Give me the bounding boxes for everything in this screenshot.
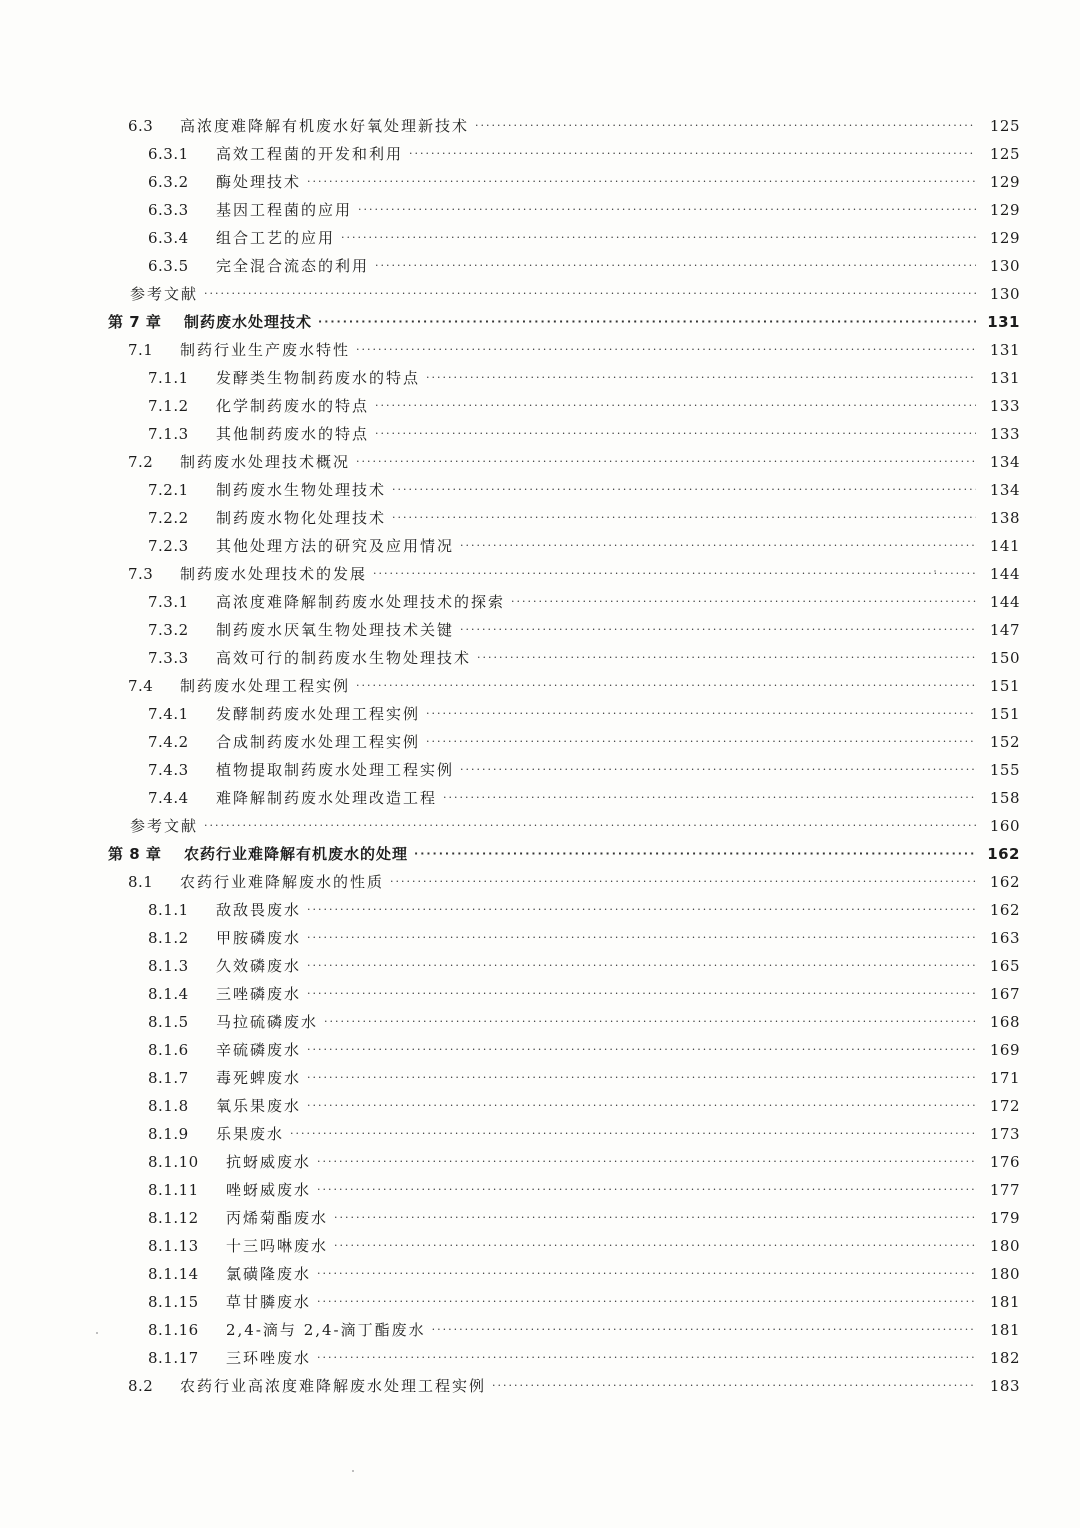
toc-entry-row bbox=[108, 1036, 1020, 1064]
toc-entry-title: 高效工程菌的开发和利用 bbox=[216, 145, 404, 163]
toc-entry-title: 氯磺隆废水 bbox=[226, 1265, 312, 1283]
toc-entry-row bbox=[108, 1316, 1020, 1344]
toc-leader-dots bbox=[475, 112, 976, 140]
toc-page-number: 129 bbox=[989, 201, 1020, 219]
toc-page-number: 130 bbox=[989, 257, 1020, 275]
toc-entry-number: 8.1.14 bbox=[148, 1265, 199, 1283]
toc-leader-dots bbox=[334, 1232, 976, 1260]
toc-entry-row bbox=[108, 784, 1020, 812]
toc-entry-title: 制药废水物化处理技术 bbox=[216, 509, 387, 527]
toc-page-number: 167 bbox=[989, 985, 1020, 1003]
toc-page-number: 183 bbox=[989, 1377, 1020, 1395]
toc-entry-title: 酶处理技术 bbox=[216, 173, 302, 191]
toc-entry-row bbox=[108, 616, 1020, 644]
toc-leader-dots bbox=[307, 168, 976, 196]
toc-leader-dots bbox=[375, 392, 976, 420]
toc-entry-row bbox=[108, 924, 1020, 952]
toc-page-number: 177 bbox=[989, 1181, 1020, 1199]
table-of-contents bbox=[108, 112, 1020, 1400]
toc-page-number: 144 bbox=[989, 565, 1020, 583]
toc-entry-row bbox=[108, 1120, 1020, 1148]
toc-entry-row bbox=[108, 868, 1020, 896]
toc-page-number: 168 bbox=[989, 1013, 1020, 1031]
toc-entry-title: 氧乐果废水 bbox=[216, 1097, 302, 1115]
toc-entry-title: 发酵制药废水处理工程实例 bbox=[216, 705, 421, 723]
toc-entry-row bbox=[108, 112, 1020, 140]
toc-entry-row bbox=[108, 644, 1020, 672]
toc-entry-number: 7.4.2 bbox=[148, 733, 189, 751]
toc-entry-number: 8.1.15 bbox=[148, 1293, 199, 1311]
toc-entry-number: 第 7 章 bbox=[108, 313, 162, 331]
toc-page-number: 180 bbox=[989, 1237, 1020, 1255]
toc-entry-title: 唑蚜威废水 bbox=[226, 1181, 312, 1199]
toc-page-number: 129 bbox=[989, 173, 1020, 191]
toc-entry-row bbox=[108, 252, 1020, 280]
toc-entry-title: 三环唑废水 bbox=[226, 1349, 312, 1367]
toc-entry-title: 合成制药废水处理工程实例 bbox=[216, 733, 421, 751]
toc-page-number: 125 bbox=[989, 145, 1020, 163]
toc-entry-number: 7.2.3 bbox=[148, 537, 189, 555]
scan-speck bbox=[934, 570, 936, 572]
toc-entry-number: 8.1.7 bbox=[148, 1069, 189, 1087]
toc-page-number: 147 bbox=[989, 621, 1020, 639]
toc-entry-row bbox=[108, 448, 1020, 476]
toc-chapter-row bbox=[108, 840, 1020, 868]
toc-leader-dots bbox=[460, 756, 976, 784]
toc-leader-dots bbox=[477, 644, 976, 672]
toc-entry-number: 8.1.4 bbox=[148, 985, 189, 1003]
toc-page-number: 179 bbox=[989, 1209, 1020, 1227]
toc-leader-dots bbox=[204, 812, 976, 840]
toc-page-number: 133 bbox=[989, 425, 1020, 443]
toc-entry-number: 6.3.4 bbox=[148, 229, 189, 247]
toc-page-number: 133 bbox=[989, 397, 1020, 415]
toc-entry-title: 制药废水生物处理技术 bbox=[216, 481, 387, 499]
toc-leader-dots bbox=[307, 1064, 976, 1092]
toc-page-number: 131 bbox=[987, 313, 1020, 331]
toc-entry-title: 难降解制药废水处理改造工程 bbox=[216, 789, 438, 807]
toc-page-number: 150 bbox=[989, 649, 1020, 667]
toc-leader-dots bbox=[373, 560, 976, 588]
toc-entry-number: 8.1.10 bbox=[148, 1153, 199, 1171]
toc-entry-title: 其他制药废水的特点 bbox=[216, 425, 370, 443]
toc-entry-number: 6.3.3 bbox=[148, 201, 189, 219]
toc-page-number: 180 bbox=[989, 1265, 1020, 1283]
toc-entry-row bbox=[108, 336, 1020, 364]
toc-entry-number: 8.1.16 bbox=[148, 1321, 199, 1339]
toc-page-number: 155 bbox=[989, 761, 1020, 779]
toc-page-number: 171 bbox=[989, 1069, 1020, 1087]
toc-leader-dots bbox=[307, 1036, 976, 1064]
toc-entry-number: 8.1.11 bbox=[148, 1181, 199, 1199]
toc-entry-row bbox=[108, 224, 1020, 252]
toc-page-number: 163 bbox=[989, 929, 1020, 947]
toc-entry-number: 7.3.1 bbox=[148, 593, 189, 611]
toc-entry-title: 高浓度难降解制药废水处理技术的探索 bbox=[216, 593, 506, 611]
toc-leader-dots bbox=[318, 308, 976, 336]
toc-entry-title: 参考文献 bbox=[130, 285, 199, 303]
toc-entry-row bbox=[108, 672, 1020, 700]
toc-leader-dots bbox=[460, 532, 976, 560]
toc-entry-row bbox=[108, 560, 1020, 588]
toc-entry-title: 农药行业难降解有机废水的处理 bbox=[184, 845, 409, 863]
toc-leader-dots bbox=[511, 588, 976, 616]
toc-page-number: 182 bbox=[989, 1349, 1020, 1367]
toc-entry-number: 7.3.2 bbox=[148, 621, 189, 639]
toc-entry-row bbox=[108, 1008, 1020, 1036]
toc-entry-number: 8.1.17 bbox=[148, 1349, 199, 1367]
toc-page-number: 158 bbox=[989, 789, 1020, 807]
toc-leader-dots bbox=[426, 364, 976, 392]
toc-entry-number: 6.3.2 bbox=[148, 173, 189, 191]
toc-leader-dots bbox=[358, 196, 976, 224]
toc-page-number: 172 bbox=[989, 1097, 1020, 1115]
toc-leader-dots bbox=[341, 224, 976, 252]
toc-entry-title: 马拉硫磷废水 bbox=[216, 1013, 319, 1031]
toc-leader-dots bbox=[356, 336, 976, 364]
toc-leader-dots bbox=[317, 1148, 976, 1176]
toc-page-number: 131 bbox=[989, 369, 1020, 387]
toc-entry-row bbox=[108, 1204, 1020, 1232]
toc-page-number: 162 bbox=[989, 901, 1020, 919]
toc-leader-dots bbox=[414, 840, 976, 868]
toc-entry-title: 基因工程菌的应用 bbox=[216, 201, 353, 219]
toc-leader-dots bbox=[317, 1176, 976, 1204]
toc-entry-number: 8.1.12 bbox=[148, 1209, 199, 1227]
toc-leader-dots bbox=[492, 1372, 976, 1400]
toc-entry-row bbox=[108, 588, 1020, 616]
toc-entry-number: 7.2.1 bbox=[148, 481, 189, 499]
toc-entry-row bbox=[108, 1148, 1020, 1176]
toc-entry-title: 乐果废水 bbox=[216, 1125, 285, 1143]
toc-entry-title: 敌敌畏废水 bbox=[216, 901, 302, 919]
scan-speck bbox=[352, 1470, 354, 1472]
toc-leader-dots bbox=[317, 1260, 976, 1288]
toc-entry-title: 十三吗啉废水 bbox=[226, 1237, 329, 1255]
toc-leader-dots bbox=[307, 924, 976, 952]
toc-entry-title: 制药废水厌氧生物处理技术关键 bbox=[216, 621, 455, 639]
toc-entry-row bbox=[108, 140, 1020, 168]
toc-leader-dots bbox=[356, 448, 976, 476]
toc-entry-number: 7.2.2 bbox=[148, 509, 189, 527]
toc-page-number: 151 bbox=[989, 677, 1020, 695]
toc-page-number: 165 bbox=[989, 957, 1020, 975]
toc-entry-number: 7.4.4 bbox=[148, 789, 189, 807]
toc-entry-row bbox=[108, 1344, 1020, 1372]
toc-leader-dots bbox=[432, 1316, 976, 1344]
toc-leader-dots bbox=[307, 980, 976, 1008]
toc-entry-title: 毒死蜱废水 bbox=[216, 1069, 302, 1087]
toc-page-number: 162 bbox=[989, 873, 1020, 891]
toc-entry-title: 农药行业高浓度难降解废水处理工程实例 bbox=[180, 1377, 487, 1395]
toc-chapter-row bbox=[108, 308, 1020, 336]
toc-entry-row bbox=[108, 168, 1020, 196]
toc-entry-row bbox=[108, 504, 1020, 532]
toc-entry-number: 7.1.3 bbox=[148, 425, 189, 443]
toc-page-number: 141 bbox=[989, 537, 1020, 555]
toc-page-number: 162 bbox=[987, 845, 1020, 863]
toc-entry-number: 7.3.3 bbox=[148, 649, 189, 667]
toc-entry-row bbox=[108, 532, 1020, 560]
toc-entry-number: 8.1.1 bbox=[148, 901, 189, 919]
toc-leader-dots bbox=[409, 140, 976, 168]
toc-leader-dots bbox=[290, 1120, 976, 1148]
toc-entry-title: 发酵类生物制药废水的特点 bbox=[216, 369, 421, 387]
toc-entry-title: 化学制药废水的特点 bbox=[216, 397, 370, 415]
toc-entry-title: 抗蚜威废水 bbox=[226, 1153, 312, 1171]
toc-entry-title: 完全混合流态的利用 bbox=[216, 257, 370, 275]
toc-entry-title: 甲胺磷废水 bbox=[216, 929, 302, 947]
toc-entry-title: 辛硫磷废水 bbox=[216, 1041, 302, 1059]
toc-page-number: 125 bbox=[989, 117, 1020, 135]
toc-page-number: 152 bbox=[989, 733, 1020, 751]
toc-references-row bbox=[108, 812, 1020, 840]
toc-leader-dots bbox=[204, 280, 976, 308]
toc-entry-title: 参考文献 bbox=[130, 817, 199, 835]
toc-entry-number: 7.3 bbox=[128, 565, 154, 583]
toc-entry-number: 8.2 bbox=[128, 1377, 154, 1395]
toc-entry-row bbox=[108, 1176, 1020, 1204]
toc-entry-number: 8.1.2 bbox=[148, 929, 189, 947]
toc-leader-dots bbox=[307, 1092, 976, 1120]
toc-entry-title: 农药行业难降解废水的性质 bbox=[180, 873, 385, 891]
toc-leader-dots bbox=[324, 1008, 976, 1036]
toc-entry-title: 高效可行的制药废水生物处理技术 bbox=[216, 649, 472, 667]
toc-entry-number: 8.1 bbox=[128, 873, 154, 891]
toc-entry-title: 植物提取制药废水处理工程实例 bbox=[216, 761, 455, 779]
toc-page-number: 169 bbox=[989, 1041, 1020, 1059]
toc-entry-row bbox=[108, 756, 1020, 784]
toc-leader-dots bbox=[392, 476, 976, 504]
toc-leader-dots bbox=[390, 868, 976, 896]
toc-entry-number: 8.1.6 bbox=[148, 1041, 189, 1059]
toc-references-row bbox=[108, 280, 1020, 308]
toc-entry-number: 6.3.5 bbox=[148, 257, 189, 275]
toc-page-number: 181 bbox=[989, 1321, 1020, 1339]
toc-entry-number: 6.3 bbox=[128, 117, 154, 135]
toc-leader-dots bbox=[317, 1288, 976, 1316]
toc-page-number: 129 bbox=[989, 229, 1020, 247]
toc-entry-row bbox=[108, 1288, 1020, 1316]
toc-entry-title: 制药废水处理工程实例 bbox=[180, 677, 351, 695]
toc-entry-row bbox=[108, 196, 1020, 224]
toc-entry-row bbox=[108, 896, 1020, 924]
toc-entry-row bbox=[108, 980, 1020, 1008]
toc-entry-row bbox=[108, 476, 1020, 504]
toc-entry-row bbox=[108, 952, 1020, 980]
toc-page-number: 138 bbox=[989, 509, 1020, 527]
toc-page-number: 151 bbox=[989, 705, 1020, 723]
toc-entry-row bbox=[108, 1092, 1020, 1120]
toc-entry-number: 7.2 bbox=[128, 453, 154, 471]
toc-page-number: 134 bbox=[989, 453, 1020, 471]
toc-leader-dots bbox=[426, 728, 976, 756]
toc-entry-row bbox=[108, 364, 1020, 392]
toc-entry-title: 制药废水处理技术概况 bbox=[180, 453, 351, 471]
toc-entry-number: 7.1.1 bbox=[148, 369, 189, 387]
toc-leader-dots bbox=[460, 616, 976, 644]
toc-entry-title: 草甘膦废水 bbox=[226, 1293, 312, 1311]
toc-entry-title: 其他处理方法的研究及应用情况 bbox=[216, 537, 455, 555]
toc-entry-number: 8.1.13 bbox=[148, 1237, 199, 1255]
toc-leader-dots bbox=[392, 504, 976, 532]
toc-entry-number: 8.1.9 bbox=[148, 1125, 189, 1143]
toc-page-number: 144 bbox=[989, 593, 1020, 611]
toc-entry-row bbox=[108, 392, 1020, 420]
toc-page-number: 131 bbox=[989, 341, 1020, 359]
toc-page-number: 160 bbox=[989, 817, 1020, 835]
toc-entry-title: 久效磷废水 bbox=[216, 957, 302, 975]
toc-entry-row bbox=[108, 1372, 1020, 1400]
toc-leader-dots bbox=[317, 1344, 976, 1372]
toc-leader-dots bbox=[426, 700, 976, 728]
toc-entry-title: 组合工艺的应用 bbox=[216, 229, 336, 247]
toc-entry-row bbox=[108, 728, 1020, 756]
toc-entry-title: 高浓度难降解有机废水好氧处理新技术 bbox=[180, 117, 470, 135]
toc-leader-dots bbox=[443, 784, 976, 812]
toc-entry-number: 8.1.8 bbox=[148, 1097, 189, 1115]
toc-entry-number: 第 8 章 bbox=[108, 845, 162, 863]
toc-entry-title: 丙烯菊酯废水 bbox=[226, 1209, 329, 1227]
toc-entry-title: 制药废水处理技术的发展 bbox=[180, 565, 368, 583]
toc-page-number: 130 bbox=[989, 285, 1020, 303]
toc-leader-dots bbox=[307, 952, 976, 980]
toc-leader-dots bbox=[375, 420, 976, 448]
toc-entry-number: 7.4.1 bbox=[148, 705, 189, 723]
toc-page-number: 176 bbox=[989, 1153, 1020, 1171]
toc-entry-number: 6.3.1 bbox=[148, 145, 189, 163]
toc-page-number: 173 bbox=[989, 1125, 1020, 1143]
toc-entry-number: 7.4.3 bbox=[148, 761, 189, 779]
toc-entry-number: 7.1 bbox=[128, 341, 154, 359]
toc-page-number: 134 bbox=[989, 481, 1020, 499]
toc-entry-number: 8.1.5 bbox=[148, 1013, 189, 1031]
toc-entry-number: 7.1.2 bbox=[148, 397, 189, 415]
toc-entry-title: 2,4-滴与 2,4-滴丁酯废水 bbox=[226, 1321, 426, 1339]
toc-entry-row bbox=[108, 1064, 1020, 1092]
toc-leader-dots bbox=[334, 1204, 976, 1232]
toc-entry-row bbox=[108, 1260, 1020, 1288]
toc-page-number: 181 bbox=[989, 1293, 1020, 1311]
toc-entry-number: 8.1.3 bbox=[148, 957, 189, 975]
toc-entry-title: 制药废水处理技术 bbox=[184, 313, 313, 331]
toc-entry-title: 制药行业生产废水特性 bbox=[180, 341, 351, 359]
toc-leader-dots bbox=[307, 896, 976, 924]
toc-entry-row bbox=[108, 420, 1020, 448]
toc-entry-row bbox=[108, 1232, 1020, 1260]
toc-leader-dots bbox=[375, 252, 976, 280]
scan-speck bbox=[96, 1332, 98, 1334]
toc-leader-dots bbox=[356, 672, 976, 700]
toc-entry-number: 7.4 bbox=[128, 677, 154, 695]
toc-entry-row bbox=[108, 700, 1020, 728]
toc-entry-title: 三唑磷废水 bbox=[216, 985, 302, 1003]
